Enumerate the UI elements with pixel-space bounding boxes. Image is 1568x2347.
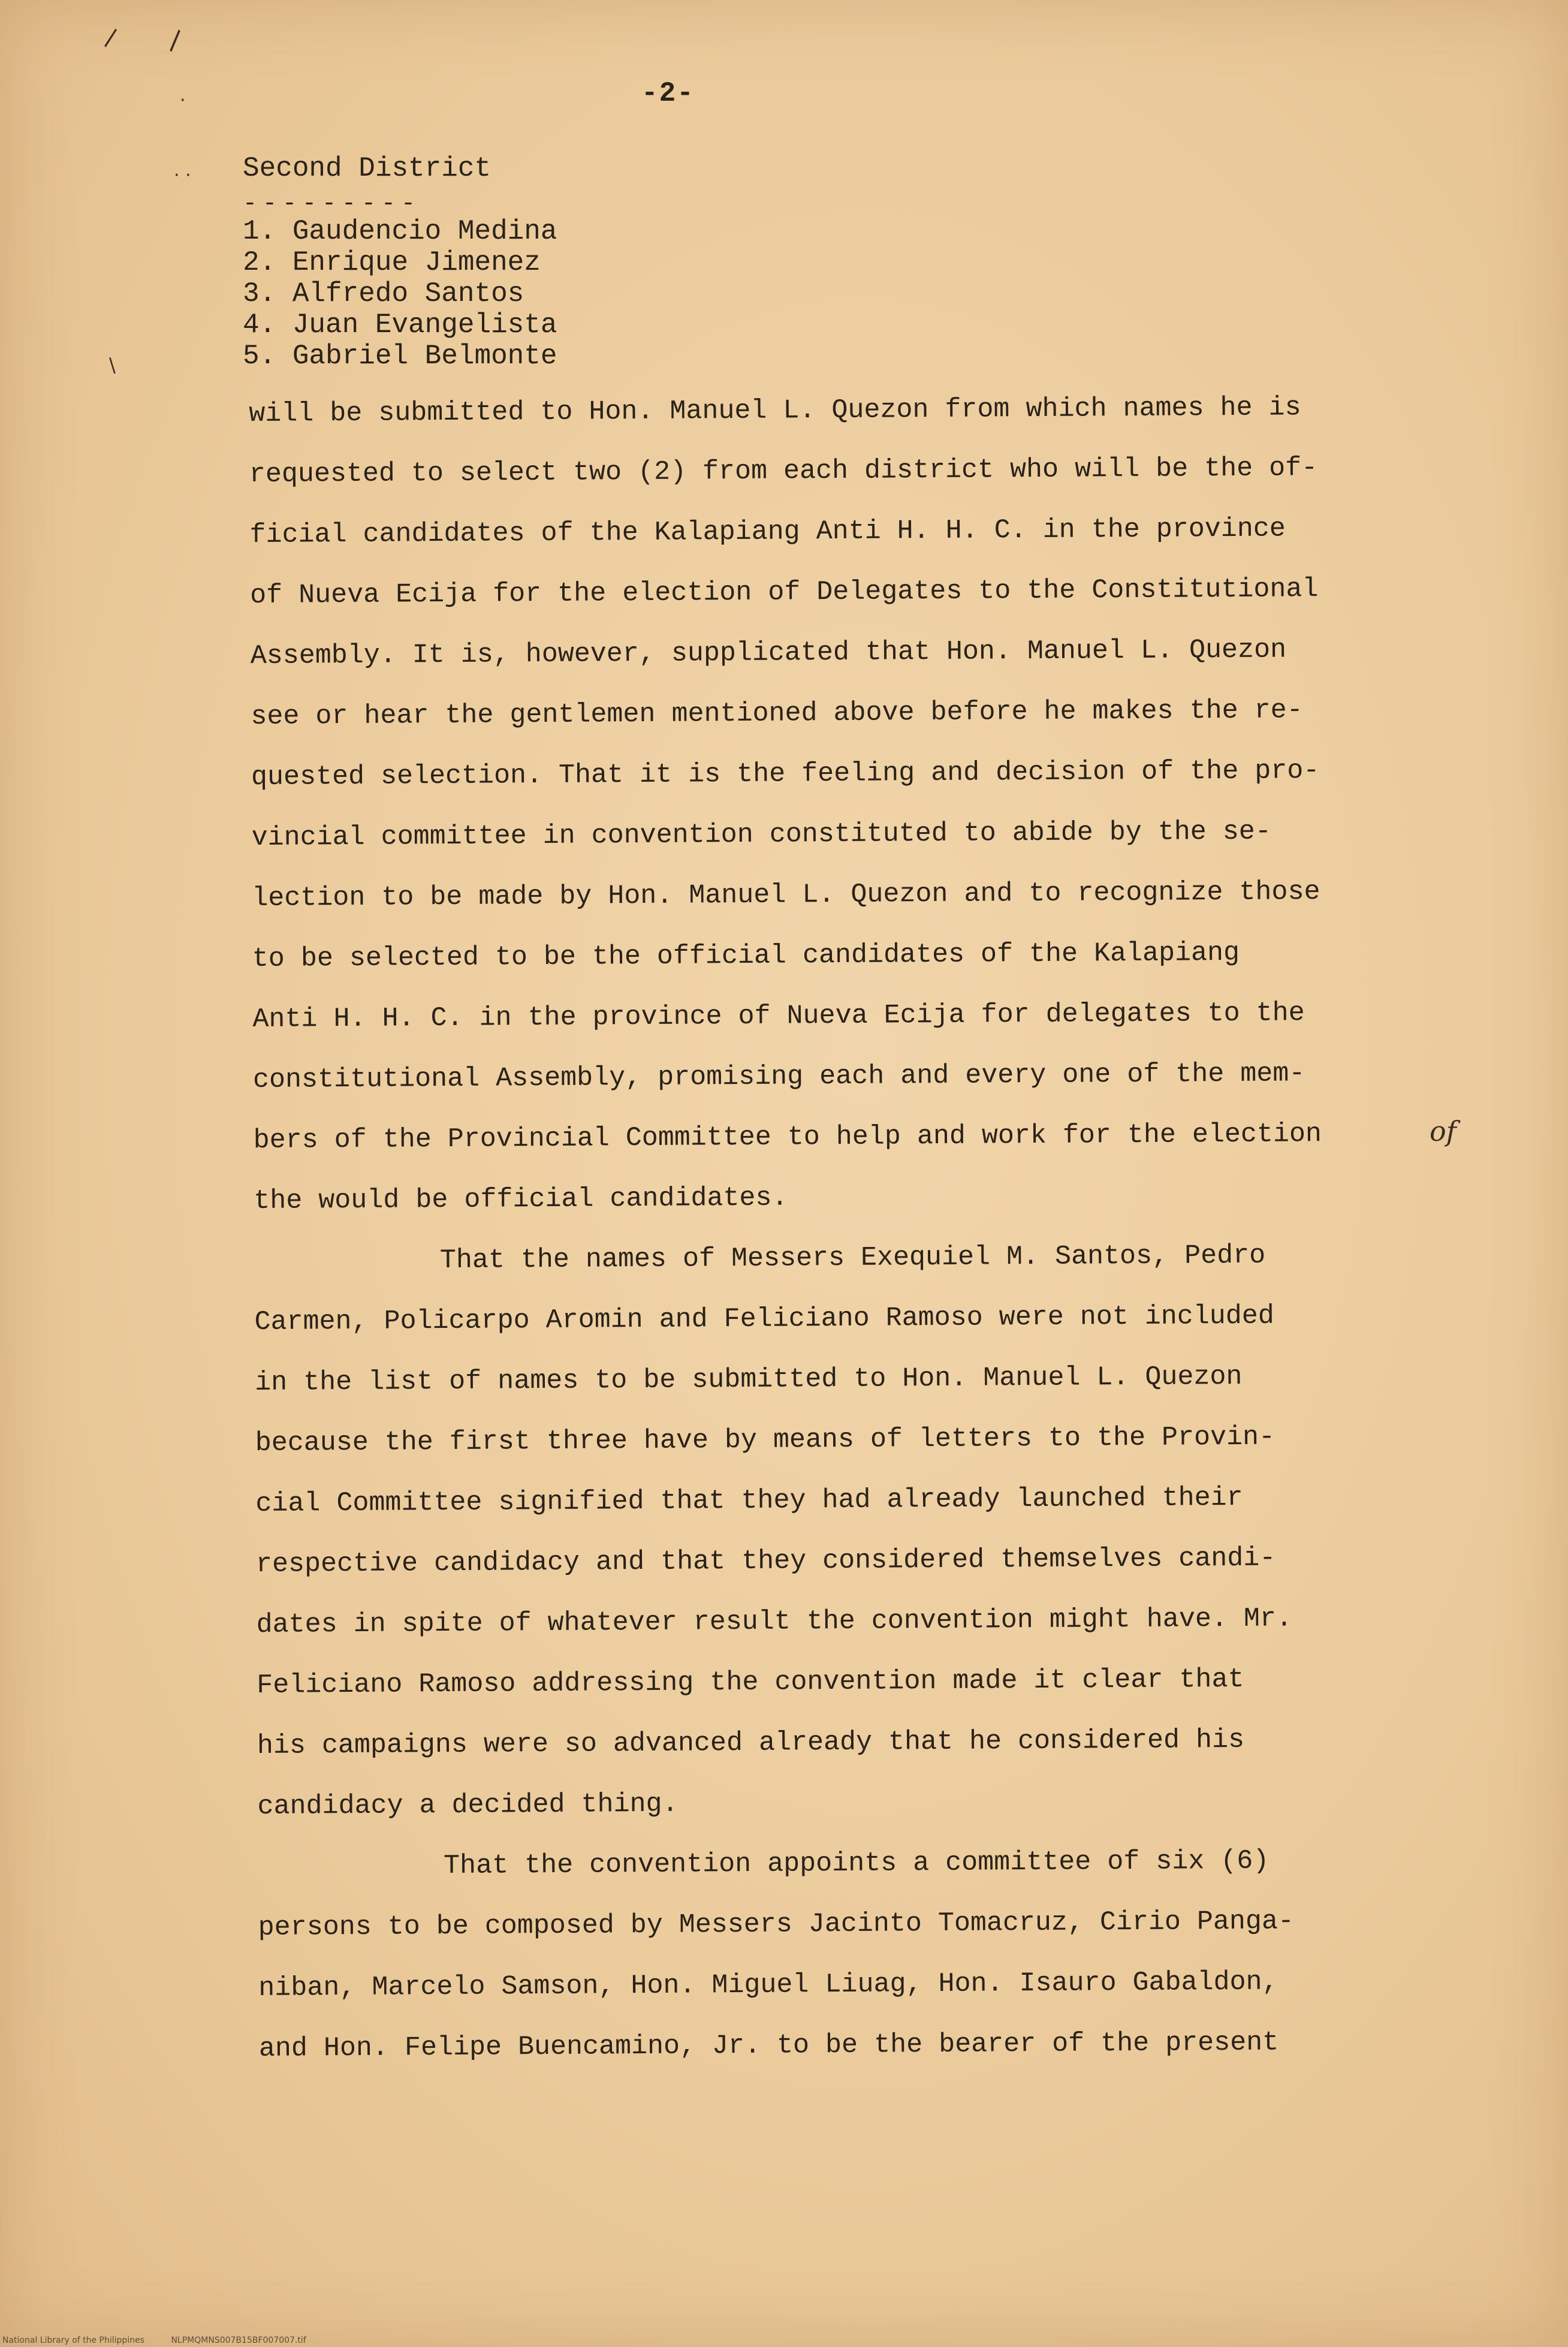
candidate-list	[243, 216, 557, 372]
text-line: That the names of Messers Exequiel M. Santos, Pedro	[439, 1240, 1266, 1276]
text-line: quested selection. That it is the feeling and decision of the pro-	[251, 755, 1320, 793]
list-item: 5. Gabriel Belmonte	[243, 341, 557, 372]
text-line: his campaigns were so advanced already that he considered his	[257, 1724, 1245, 1761]
text-line: Carmen, Policarpo Aromin and Feliciano Ramoso were not included	[254, 1300, 1274, 1337]
library-credit: National Library of the Philippines	[2, 2336, 144, 2345]
heading-underline: ---------	[243, 191, 421, 218]
text-line: requested to select two (2) from each district who will be the of-	[249, 453, 1318, 490]
text-line: candidacy a decided thing.	[257, 1788, 679, 1822]
text-line: respective candidacy and that they considered themselves candi-	[255, 1542, 1276, 1580]
page-number: -2-	[641, 78, 695, 109]
handwritten-margin-note: of	[1430, 1115, 1457, 1147]
text-line: to be selected to be the official candidates of the Kalapiang	[252, 937, 1240, 974]
ink-mark: ·	[180, 90, 186, 111]
scan-footer	[2, 2336, 330, 2345]
list-item: 1. Gaudencio Medina	[243, 216, 557, 247]
text-line: vincial committee in convention constituted to abide by the se-	[251, 816, 1272, 853]
text-line: constitutional Assembly, promising each and every one of the mem-	[252, 1058, 1305, 1095]
text-line: persons to be composed by Messers Jacinto Tomacruz, Cirio Panga-	[258, 1906, 1295, 1943]
text-line: bers of the Provincial Committee to help and work for the election	[253, 1119, 1322, 1156]
ink-mark: \	[109, 354, 116, 376]
ink-mark: \	[97, 26, 124, 50]
list-item: 4. Juan Evangelista	[243, 309, 557, 341]
text-line: ficial candidates of the Kalapiang Anti H. H. C. in the province	[249, 513, 1286, 550]
list-item: 2. Enrique Jimenez	[243, 247, 541, 278]
text-line: lection to be made by Hon. Manuel L. Quezon and to recognize those	[252, 876, 1320, 914]
text-line: see or hear the gentlemen mentioned above before he makes the re-	[251, 695, 1303, 732]
text-line: cial Committee signified that they had already launched their	[255, 1482, 1243, 1519]
text-line: will be submitted to Hon. Manuel L. Quezon from which names he is	[249, 392, 1301, 429]
ink-mark: · ·	[174, 165, 191, 186]
text-line: Anti H. H. C. in the province of Nueva Ecija for delegates to the	[252, 998, 1305, 1035]
text-line: dates in spite of whatever result the convention might have. Mr.	[256, 1603, 1293, 1640]
file-id: NLPMQMNS007B15BF007007.tif	[171, 2336, 306, 2345]
text-line: Feliciano Ramoso addressing the convention made it clear that	[257, 1664, 1244, 1701]
section-heading: Second District	[243, 153, 491, 184]
text-line: in the list of names to be submitted to Hon. Manuel L. Quezon	[255, 1361, 1243, 1398]
text-line: That the convention appoints a committee of six (6)	[443, 1845, 1270, 1882]
text-line: because the first three have by means of letters to the Provin-	[255, 1421, 1275, 1459]
text-line: the would be official candidates.	[254, 1182, 788, 1216]
body-text	[249, 376, 1458, 2079]
text-line: niban, Marcelo Samson, Hon. Miguel Liuag, Hon. Isauro Gabaldon,	[258, 1966, 1278, 2003]
text-line: and Hon. Felipe Buencamino, Jr. to be the bearer of the present	[258, 2027, 1279, 2064]
list-item: 3. Alfredo Santos	[243, 278, 524, 309]
text-line: of Nueva Ecija for the election of Delegates to the Constitutional	[250, 574, 1319, 611]
ink-mark: \	[162, 26, 189, 55]
text-line: Assembly. It is, however, supplicated that Hon. Manuel L. Quezon	[250, 634, 1287, 671]
